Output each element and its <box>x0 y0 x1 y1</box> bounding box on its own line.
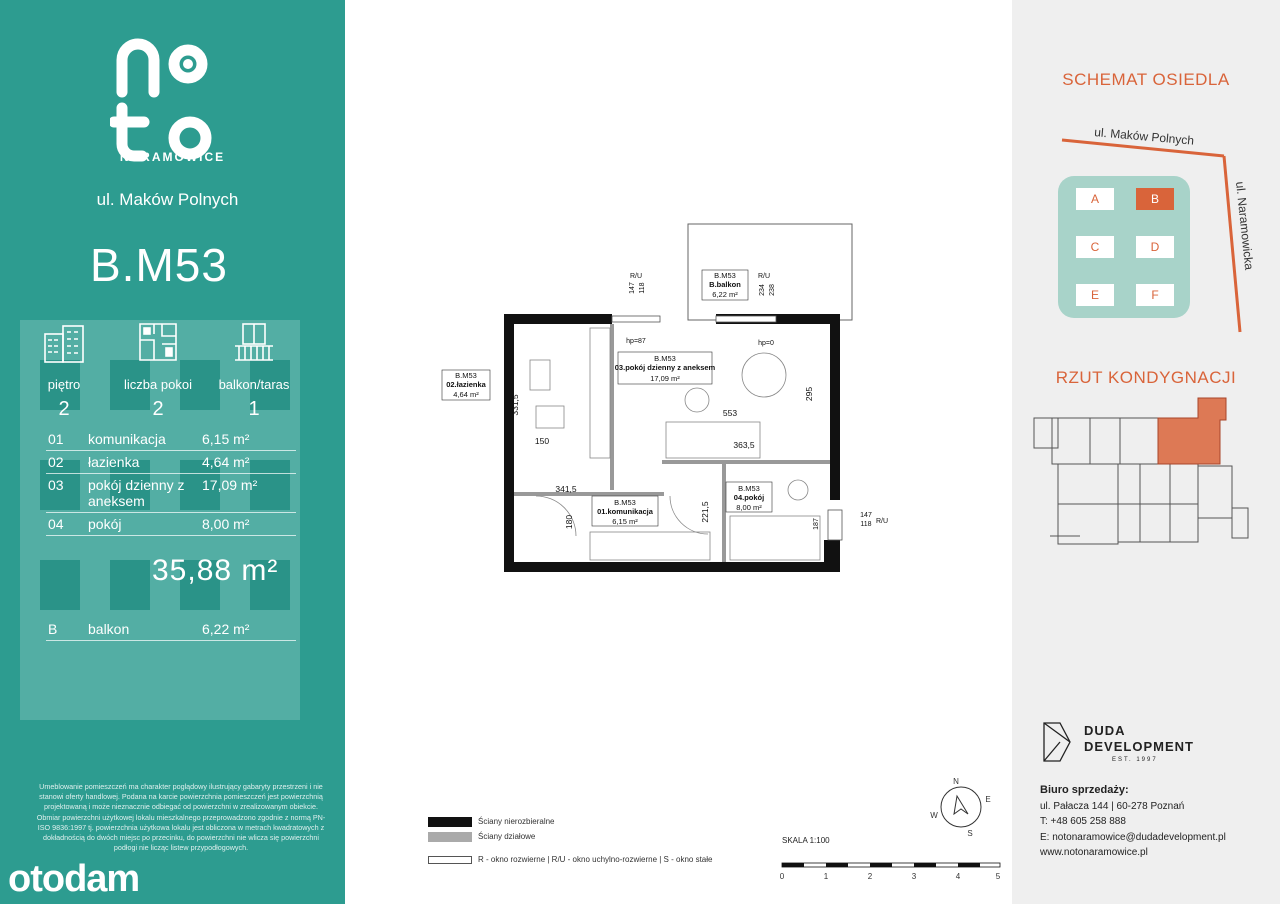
plan-label-balcony-name: B.balkon <box>709 280 741 289</box>
apartment-floor-plan <box>400 210 920 590</box>
block-c[interactable]: C <box>1076 236 1114 258</box>
dim-label: 118 <box>639 282 646 294</box>
dim-label: R/U <box>875 518 889 525</box>
noto-logo <box>110 34 220 164</box>
dim-label: R/U <box>757 273 771 280</box>
dim-label: 147 <box>629 282 636 294</box>
legend-structural-label: Ściany nierozbieralne <box>478 817 555 826</box>
room-area: 6,22 m² <box>202 621 250 637</box>
scale-bar <box>778 836 1008 883</box>
room-area: 6,15 m² <box>202 431 250 447</box>
legend-windows-label: R - okno rozwierne | R/U - okno uchylno-rozwierne | S - okno stałe <box>478 855 713 864</box>
dim-label: 553 <box>722 408 738 418</box>
room-row <box>46 428 296 451</box>
scale-label: SKALA 1:100 <box>782 836 830 845</box>
dim-label: 180 <box>564 514 574 530</box>
balcony-icon <box>231 320 277 364</box>
legend-swatch-partition <box>428 832 472 842</box>
dim-label: 118 <box>860 521 872 528</box>
plan-label-bathroom-code: B.M53 <box>455 371 477 380</box>
building-icon <box>41 320 87 364</box>
room-name: łazienka <box>88 454 140 470</box>
stat-label: liczba pokoi <box>124 377 192 392</box>
dim-label: 147 <box>860 512 872 519</box>
room-area: 8,00 m² <box>202 516 250 532</box>
building-blocks <box>1058 176 1190 318</box>
stat-value: 2 <box>152 398 164 420</box>
plan-label-bathroom-name: 02.łazienka <box>446 380 486 389</box>
dim-label: 295 <box>804 386 814 402</box>
plan-label-living-name: 03.pokój dzienny z aneksem <box>614 363 716 372</box>
dim-label: hp=87 <box>626 338 646 345</box>
dim-label: 150 <box>534 436 550 446</box>
room-row <box>46 451 296 474</box>
room-number: B <box>48 621 58 637</box>
stat-balcony <box>204 320 304 421</box>
room-number: 04 <box>48 516 64 532</box>
disclaimer-text: Umeblowanie pomieszczeń ma charakter poglądowy ilustrujący gabaryty przestrzeni i nie stanowi oferty handlowej. Podana na karcie powierzchnia pomieszczeń jest powierzchnią projektowaną i może nieznacznie odbiegać od powierzchni w zrealizowanym obiekcie. Obmiar powierzchni użytkowej lokalu mieszkalnego przeprowadzono zgodnie z normą PN-ISO 9836:1997 tj. powierzchnia użytkowa lokalu jest obliczona w metrach kwadratowych z dokładnością do dwóch miejsc po przecinku, do powierzchni nie wlicza się powierzchni podłogi nie licząc listew przypodłogowych. <box>36 782 326 853</box>
room-area: 4,64 m² <box>202 454 250 470</box>
scale-tick: 0 <box>779 872 785 881</box>
block-f[interactable]: F <box>1136 284 1174 306</box>
brand-name-2: DEVELOPMENT <box>1084 739 1194 754</box>
dim-label: 221,5 <box>700 501 710 523</box>
office-address: ul. Pałacza 144 | 60-278 Poznań <box>1040 800 1185 812</box>
window-symbol-icon <box>428 856 472 864</box>
plan-label-room-code: B.M53 <box>738 484 760 493</box>
room-number: 02 <box>48 454 64 470</box>
dim-label: 363,5 <box>733 440 755 450</box>
scale-bar-graphic <box>778 845 1008 881</box>
logo-subtitle: NARAMOWICE <box>119 150 226 164</box>
plan-label-living-area: 17,09 m² <box>650 374 680 383</box>
plan-label-balcony-code: B.M53 <box>714 271 736 280</box>
plan-label-balcony-area: 6,22 m² <box>712 290 738 299</box>
plan-label-hall-area: 6,15 m² <box>612 517 638 526</box>
plan-label-bathroom-area: 4,64 m² <box>453 390 479 399</box>
stat-rooms <box>108 320 208 421</box>
scale-tick: 3 <box>911 872 917 881</box>
compass-w: W <box>930 811 938 820</box>
plan-label-hall-name: 01.komunikacja <box>597 507 653 516</box>
dim-label: hp=0 <box>758 340 774 347</box>
dim-label: 341,5 <box>555 484 577 494</box>
room-row <box>46 618 296 641</box>
office-phone[interactable]: T: +48 605 258 888 <box>1040 816 1126 827</box>
room-name: komunikacja <box>88 431 166 447</box>
plan-label-room-name: 04.pokój <box>733 493 765 502</box>
site-plan-title: SCHEMAT OSIEDLA <box>1062 70 1230 89</box>
brand-est: EST. 1997 <box>1112 757 1158 763</box>
stat-label: balkon/taras <box>218 377 290 392</box>
dim-label: 234 <box>759 284 766 296</box>
scale-tick: 5 <box>995 872 1001 881</box>
plan-label-living-code: B.M53 <box>654 354 676 363</box>
room-row <box>46 513 296 536</box>
sales-office-contact <box>1040 783 1226 861</box>
plan-label-hall-code: B.M53 <box>614 498 636 507</box>
plan-label-room-area: 8,00 m² <box>736 503 762 512</box>
room-name: pokój <box>88 516 122 532</box>
floor-plan-title: RZUT KONDYGNACJI <box>1055 368 1237 387</box>
block-e[interactable]: E <box>1076 284 1114 306</box>
stat-floor <box>14 320 114 421</box>
legend-partition-label: Ściany działowe <box>478 832 536 841</box>
otodam-watermark: otodam <box>8 858 140 900</box>
compass-icon <box>930 776 992 838</box>
scale-tick: 1 <box>823 872 829 881</box>
compass-s: S <box>967 829 973 838</box>
room-name: pokój dzienny z aneksem <box>88 477 185 509</box>
dim-label: 331,5 <box>510 394 520 416</box>
compass-n: N <box>953 777 959 786</box>
dim-label: R/U <box>629 273 643 280</box>
stat-value: 2 <box>58 398 70 420</box>
floor-key-plan <box>1030 396 1250 558</box>
plan-legend <box>428 815 712 868</box>
legend-swatch-structural <box>428 817 472 827</box>
room-list <box>46 428 296 536</box>
brand-name-1: DUDA <box>1084 723 1126 738</box>
office-email[interactable]: E: notonaramowice@dudadevelopment.pl <box>1040 831 1226 843</box>
duda-development-logo <box>1040 720 1260 764</box>
scale-tick: 2 <box>867 872 873 881</box>
compass-e: E <box>985 795 991 804</box>
room-number: 01 <box>48 431 64 447</box>
info-panel <box>0 0 345 904</box>
room-row <box>46 474 296 513</box>
street-label-makow: ul. Maków Polnych <box>1093 125 1195 148</box>
street-name: ul. Maków Polnych <box>96 190 239 209</box>
room-name: balkon <box>88 621 130 637</box>
office-title: Biuro sprzedaży: <box>1040 784 1129 796</box>
apartment-code: B.M53 <box>90 239 228 291</box>
stat-value: 1 <box>248 398 260 420</box>
block-d[interactable]: D <box>1136 236 1174 258</box>
stat-label: piętro <box>47 377 81 392</box>
floorplan-icon <box>135 320 181 364</box>
balcony-area-list <box>46 618 296 641</box>
room-area: 17,09 m² <box>202 477 258 493</box>
scale-tick: 4 <box>955 872 961 881</box>
room-number: 03 <box>48 477 64 493</box>
dim-label: 238 <box>769 284 776 296</box>
dim-label: 187 <box>813 518 820 530</box>
total-area: 35,88 m² <box>152 554 279 587</box>
block-a[interactable]: A <box>1076 188 1114 210</box>
office-website[interactable]: www.notonaramowice.pl <box>1040 847 1148 858</box>
street-label-naramowicka: ul. Naramowicka <box>1233 180 1257 271</box>
block-b[interactable]: B <box>1136 188 1174 210</box>
